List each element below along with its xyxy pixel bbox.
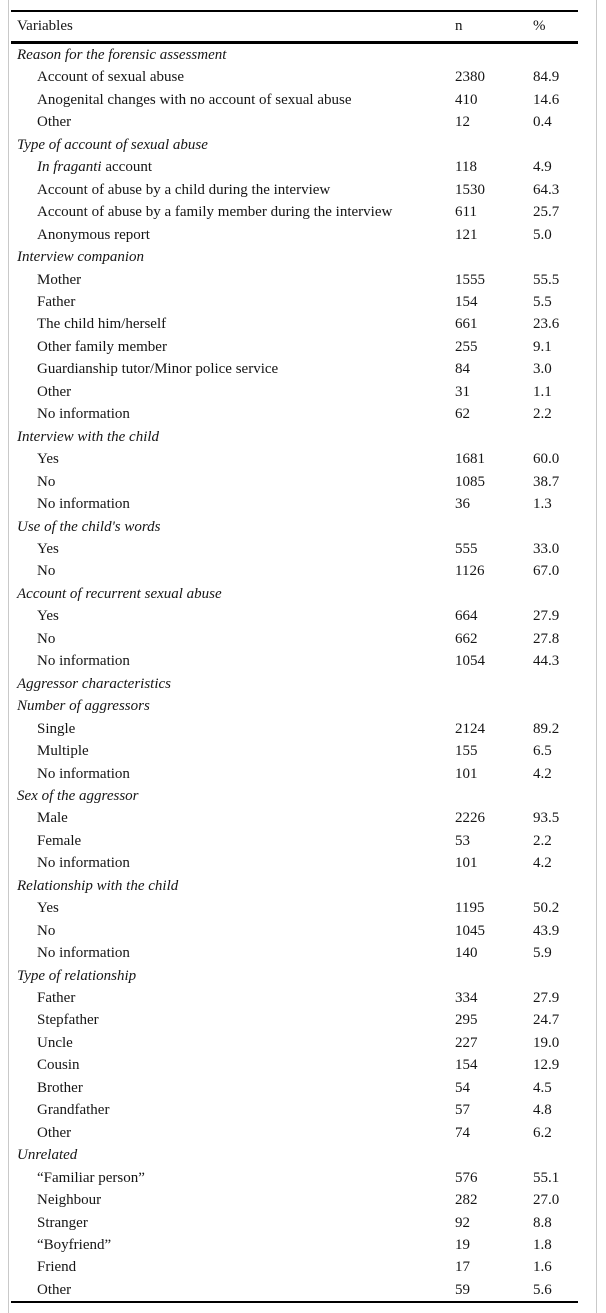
row-n-value: 555: [455, 540, 478, 557]
row-pct-value: [533, 785, 578, 807]
table-row: [11, 1256, 578, 1278]
row-n-value: 2124: [455, 720, 485, 737]
row-label: Mother: [37, 271, 82, 288]
table-row: [11, 897, 578, 919]
row-pct-value: 12.9: [533, 1057, 560, 1074]
row-n-value: 19: [455, 1237, 470, 1254]
row-pct-value: 38.7: [533, 473, 560, 490]
table-row: [11, 942, 578, 964]
table-row: [11, 1212, 578, 1234]
row-n-value: 1085: [455, 473, 485, 490]
row-label: Account of abuse by a child during the interview: [37, 181, 331, 198]
row-n-value: 62: [455, 406, 470, 423]
row-label: No: [37, 630, 56, 647]
row-label: Male: [37, 810, 68, 827]
table-row: [11, 448, 578, 470]
table-row: [11, 44, 578, 66]
row-pct-value: 2.2: [533, 406, 552, 423]
row-n-value: 1681: [455, 451, 485, 468]
row-pct-value: 33.0: [533, 540, 560, 557]
row-n-value: 1555: [455, 271, 485, 288]
row-n-value: [455, 516, 533, 538]
table-row: [11, 1032, 578, 1054]
table-row: [11, 493, 578, 515]
row-n-value: 36: [455, 496, 470, 513]
row-pct-value: [533, 246, 578, 268]
row-n-value: 31: [455, 383, 470, 400]
row-label: “Familiar person”: [37, 1169, 145, 1186]
row-pct-value: 4.5: [533, 1079, 552, 1096]
row-n-value: 576: [455, 1169, 478, 1186]
row-n-value: [455, 1144, 533, 1166]
row-pct-value: 27.0: [533, 1192, 560, 1209]
row-pct-value: 8.8: [533, 1214, 552, 1231]
row-n-value: [455, 426, 533, 448]
row-n-value: 92: [455, 1214, 470, 1231]
table-row: [11, 830, 578, 852]
row-pct-value: 14.6: [533, 91, 560, 108]
row-n-value: [455, 965, 533, 987]
table-row: [11, 852, 578, 874]
row-label: Yes: [37, 540, 59, 557]
row-label: The child him/herself: [37, 316, 167, 333]
table-row: [11, 426, 578, 448]
column-header-variables: Variables: [17, 18, 73, 34]
table-row: [11, 785, 578, 807]
table-row: [11, 1054, 578, 1076]
row-n-value: [455, 673, 533, 695]
row-label: No: [37, 922, 56, 939]
row-n-value: 295: [455, 1012, 478, 1029]
table-row: [11, 965, 578, 987]
row-n-value: 334: [455, 990, 478, 1007]
row-pct-value: [533, 426, 578, 448]
table-row: [11, 381, 578, 403]
table-row: [11, 560, 578, 582]
row-pct-value: 67.0: [533, 563, 560, 580]
row-label: Neighbour: [37, 1192, 102, 1209]
row-label: Unrelated: [17, 1147, 78, 1164]
row-label: “Boyfriend”: [37, 1237, 112, 1254]
row-n-value: 1126: [455, 563, 485, 580]
row-pct-value: 0.4: [533, 114, 552, 131]
row-n-value: 155: [455, 743, 478, 760]
row-n-value: 661: [455, 316, 478, 333]
table-row: [11, 89, 578, 111]
row-pct-value: 89.2: [533, 720, 560, 737]
row-pct-value: [533, 1144, 578, 1166]
row-n-value: 255: [455, 338, 478, 355]
row-n-value: 54: [455, 1079, 470, 1096]
row-pct-value: 5.6: [533, 1281, 552, 1298]
row-pct-value: 5.9: [533, 945, 552, 962]
row-label: No: [37, 563, 56, 580]
table-row: [11, 1279, 578, 1301]
row-n-value: 2380: [455, 69, 485, 86]
table-row: [11, 313, 578, 335]
row-label: Uncle: [37, 1034, 73, 1051]
row-label: Account of abuse by a family member during the interview: [37, 204, 393, 221]
row-label: Account of sexual abuse: [37, 69, 185, 86]
row-label: No information: [37, 855, 130, 872]
row-n-value: 2226: [455, 810, 485, 827]
row-label: No information: [37, 496, 130, 513]
table-row: [11, 246, 578, 268]
row-pct-value: [533, 583, 578, 605]
row-pct-value: 43.9: [533, 922, 560, 939]
row-label: Type of account of sexual abuse: [17, 136, 208, 153]
row-pct-value: 27.9: [533, 608, 560, 625]
table-row: [11, 224, 578, 246]
row-label: Multiple: [37, 743, 89, 760]
row-label: No information: [37, 653, 130, 670]
row-pct-value: 25.7: [533, 204, 560, 221]
row-pct-value: 23.6: [533, 316, 560, 333]
table-row: [11, 471, 578, 493]
row-pct-value: 5.0: [533, 226, 552, 243]
row-n-value: 611: [455, 204, 477, 221]
row-pct-value: 27.8: [533, 630, 560, 647]
row-pct-value: [533, 695, 578, 717]
row-label: Relationship with the child: [17, 877, 179, 894]
statistics-table: [11, 10, 578, 1303]
row-label: Number of aggressors: [17, 698, 150, 715]
row-pct-value: 44.3: [533, 653, 560, 670]
row-label: No: [37, 473, 56, 490]
row-pct-value: [533, 516, 578, 538]
row-n-value: 282: [455, 1192, 478, 1209]
row-label: Cousin: [37, 1057, 80, 1074]
row-n-value: 154: [455, 293, 478, 310]
row-pct-value: 4.2: [533, 855, 552, 872]
table-row: [11, 1144, 578, 1166]
row-label: Stranger: [37, 1214, 88, 1231]
row-label: Interview companion: [17, 249, 145, 266]
table-row: [11, 1167, 578, 1189]
table-row: [11, 920, 578, 942]
row-n-value: 664: [455, 608, 478, 625]
row-label: Guardianship tutor/Minor police service: [37, 361, 279, 378]
row-label: Account of recurrent sexual abuse: [17, 585, 222, 602]
row-pct-value: [533, 965, 578, 987]
row-pct-value: 64.3: [533, 181, 560, 198]
table-row: [11, 66, 578, 88]
row-pct-value: 50.2: [533, 900, 560, 917]
row-n-value: 1195: [455, 900, 485, 917]
row-n-value: 227: [455, 1034, 478, 1051]
row-label: Aggressor characteristics: [17, 675, 172, 692]
table-row: [11, 358, 578, 380]
column-header-n: n: [455, 18, 463, 34]
table-row: [11, 673, 578, 695]
column-header-pct: %: [533, 18, 546, 34]
row-label: Anonymous report: [37, 226, 150, 243]
row-n-value: 118: [455, 159, 477, 176]
row-pct-value: 4.2: [533, 765, 552, 782]
row-pct-value: 6.2: [533, 1124, 552, 1141]
row-n-value: 1054: [455, 653, 485, 670]
row-pct-value: 84.9: [533, 69, 560, 86]
row-pct-value: 6.5: [533, 743, 552, 760]
row-label: Yes: [37, 900, 59, 917]
table-row: [11, 605, 578, 627]
table-header-row: [11, 12, 578, 41]
table-row: [11, 1077, 578, 1099]
row-pct-value: 1.6: [533, 1259, 552, 1276]
table-row: [11, 650, 578, 672]
row-n-value: 121: [455, 226, 478, 243]
row-label: Other: [37, 1124, 72, 1141]
row-n-value: [455, 583, 533, 605]
row-label: In fraganti account: [37, 159, 152, 176]
table-row: [11, 336, 578, 358]
table-row: [11, 1189, 578, 1211]
table-row: [11, 583, 578, 605]
row-label: Stepfather: [37, 1012, 99, 1029]
table-bottom-rule: [11, 1301, 578, 1303]
row-n-value: 12: [455, 114, 470, 131]
row-n-value: [455, 44, 533, 66]
row-pct-value: 27.9: [533, 990, 560, 1007]
table-row: [11, 134, 578, 156]
row-label: Other: [37, 383, 72, 400]
row-n-value: 74: [455, 1124, 470, 1141]
row-label: Other: [37, 114, 72, 131]
row-pct-value: 9.1: [533, 338, 552, 355]
row-pct-value: 4.9: [533, 159, 552, 176]
row-label: Other family member: [37, 338, 167, 355]
row-pct-value: [533, 673, 578, 695]
row-n-value: 662: [455, 630, 478, 647]
row-label: Interview with the child: [17, 428, 160, 445]
table-body: [11, 44, 578, 1301]
row-n-value: 410: [455, 91, 478, 108]
row-label: Yes: [37, 451, 59, 468]
row-pct-value: 24.7: [533, 1012, 560, 1029]
row-pct-value: 55.5: [533, 271, 560, 288]
row-pct-value: 4.8: [533, 1102, 552, 1119]
table-row: [11, 740, 578, 762]
table-row: [11, 403, 578, 425]
row-n-value: [455, 875, 533, 897]
row-label: Use of the child's words: [17, 518, 161, 535]
table-row: [11, 875, 578, 897]
row-label: Anogenital changes with no account of sexual abuse: [37, 91, 352, 108]
row-n-value: 57: [455, 1102, 470, 1119]
table-row: [11, 516, 578, 538]
row-label: Female: [37, 832, 82, 849]
row-n-value: 59: [455, 1281, 470, 1298]
row-label: No information: [37, 945, 130, 962]
table-row: [11, 1009, 578, 1031]
row-label: Sex of the aggressor: [17, 787, 139, 804]
row-n-value: 1530: [455, 181, 485, 198]
table-row: [11, 1234, 578, 1256]
table-row: [11, 269, 578, 291]
row-pct-value: [533, 875, 578, 897]
row-n-value: [455, 134, 533, 156]
row-n-value: 154: [455, 1057, 478, 1074]
table-row: [11, 628, 578, 650]
row-n-value: 140: [455, 945, 478, 962]
table-row: [11, 201, 578, 223]
row-pct-value: 55.1: [533, 1169, 560, 1186]
table-row: [11, 1122, 578, 1144]
table-row: [11, 111, 578, 133]
row-pct-value: 2.2: [533, 832, 552, 849]
row-pct-value: 3.0: [533, 361, 552, 378]
table-row: [11, 718, 578, 740]
row-pct-value: 1.3: [533, 496, 552, 513]
row-label: Brother: [37, 1079, 83, 1096]
table-row: [11, 695, 578, 717]
table-row: [11, 291, 578, 313]
row-pct-value: 93.5: [533, 810, 560, 827]
row-pct-value: [533, 44, 578, 66]
row-pct-value: 5.5: [533, 293, 552, 310]
row-label: Grandfather: [37, 1102, 110, 1119]
row-n-value: 101: [455, 765, 478, 782]
row-n-value: 1045: [455, 922, 485, 939]
row-n-value: 84: [455, 361, 470, 378]
row-pct-value: 19.0: [533, 1034, 560, 1051]
table-row: [11, 538, 578, 560]
row-label: Other: [37, 1281, 72, 1298]
table-row: [11, 179, 578, 201]
row-label: Single: [37, 720, 76, 737]
row-label: Father: [37, 293, 76, 310]
row-label: No information: [37, 406, 130, 423]
row-n-value: 53: [455, 832, 470, 849]
row-n-value: 101: [455, 855, 478, 872]
table-row: [11, 987, 578, 1009]
row-label: Friend: [37, 1259, 77, 1276]
row-n-value: [455, 695, 533, 717]
row-pct-value: 1.1: [533, 383, 552, 400]
table-row: [11, 807, 578, 829]
row-label: Yes: [37, 608, 59, 625]
table-row: [11, 1099, 578, 1121]
table-row: [11, 763, 578, 785]
row-pct-value: 1.8: [533, 1237, 552, 1254]
row-pct-value: [533, 134, 578, 156]
row-label: No information: [37, 765, 130, 782]
row-label: Father: [37, 990, 76, 1007]
row-n-value: [455, 246, 533, 268]
table-row: [11, 156, 578, 178]
row-label: Reason for the forensic assessment: [17, 47, 227, 63]
row-pct-value: 60.0: [533, 451, 560, 468]
row-n-value: [455, 785, 533, 807]
row-n-value: 17: [455, 1259, 470, 1276]
row-label: Type of relationship: [17, 967, 137, 984]
